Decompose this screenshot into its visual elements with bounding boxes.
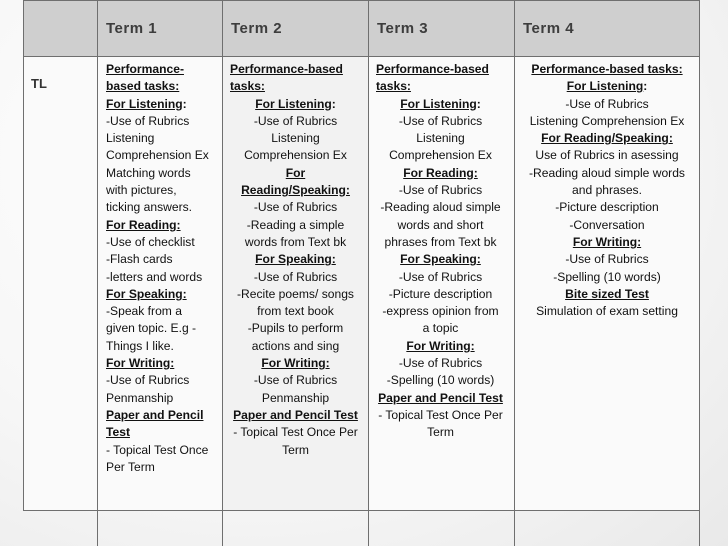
cell-line-text: Comprehension Ex [389, 148, 492, 163]
cell-text-line [369, 286, 512, 303]
cell-text-line [515, 113, 699, 130]
cell-line-text: For Reading/Speaking: [541, 131, 673, 146]
cell-line-text: Term [427, 425, 454, 440]
cell-heading [106, 286, 220, 303]
cell-line-text: Bite sized Test [565, 286, 649, 301]
cell-line-text: -express opinion from [382, 304, 499, 319]
cell-line-text: -Speak from a [106, 304, 182, 319]
term-2-cell [223, 61, 368, 459]
cell-line-text: -Use of Rubrics [253, 200, 338, 215]
cell-line-text: -Use of Rubrics [398, 269, 483, 284]
cell-line-text: Performance-based [376, 62, 489, 76]
cell-line-text: For Writing: [406, 338, 475, 353]
cell-text-line [369, 407, 512, 424]
cell-line-text: For Listening [255, 96, 332, 111]
cell-line-text: Performance- [106, 62, 184, 76]
cell-text-line [223, 199, 368, 216]
cell-heading [369, 390, 512, 407]
cell-line-text: actions and sing [251, 338, 340, 353]
cell-text-line [369, 199, 512, 216]
cell-line-text: -Flash cards [106, 252, 173, 267]
cell-heading [369, 338, 512, 355]
cell-line-text: Paper and Pencil Test [378, 390, 503, 405]
header-term-4 [515, 0, 699, 56]
cell-line-text: -Use of Rubrics [253, 113, 338, 128]
cell-line-text: -Pupils to perform [247, 321, 344, 336]
cell-text-line [369, 217, 512, 234]
cell-heading [223, 182, 368, 199]
cell-line-text: Listening Comprehension Ex [529, 113, 685, 128]
cell-line-text: Per Term [106, 459, 155, 474]
cell-heading [106, 355, 220, 372]
header-term-3 [369, 0, 514, 56]
cell-line-text: Test [106, 425, 130, 440]
cell-line-text: Comprehension Ex [106, 148, 209, 163]
cell-line-text: phrases from Text bk [384, 234, 497, 249]
cell-text-line [223, 130, 368, 147]
cell-heading [376, 78, 512, 95]
header-term-2 [223, 0, 368, 56]
cell-line-text: Comprehension Ex [244, 148, 347, 163]
cell-line-text: For Reading: [403, 165, 478, 180]
cell-heading [223, 78, 368, 95]
cell-line-text: For Writing: [106, 356, 175, 371]
cell-text-line [106, 147, 220, 164]
cell-line-text: -Use of Rubrics [253, 269, 338, 284]
cell-text-line [106, 320, 220, 337]
cell-line-text: from text book [257, 304, 334, 319]
cell-heading [515, 286, 699, 303]
cell-text-line [106, 390, 220, 407]
cell-line-text: Paper and Pencil Test [233, 407, 358, 422]
cell-line-text: Performance-based tasks: [531, 62, 683, 76]
cell-line-text: Matching words [106, 165, 191, 180]
cell-text-line [369, 320, 512, 337]
cell-line-text: words from Text bk [244, 234, 347, 249]
header-term-2-label: Term 2 [231, 19, 283, 37]
cell-heading [515, 234, 699, 251]
header-blank-cell [24, 0, 97, 56]
cell-line-text: For Speaking: [400, 252, 481, 267]
cell-line-suffix: : [643, 79, 648, 94]
cell-line-text: -Use of Rubrics [106, 373, 190, 388]
cell-text-line [515, 303, 699, 320]
cell-text-line [223, 113, 368, 130]
cell-text-line [106, 234, 220, 251]
cell-line-text: For Writing: [261, 356, 330, 371]
cell-heading [376, 61, 512, 78]
cell-line-text: For Listening [400, 96, 477, 111]
cell-text-line [223, 234, 368, 251]
cell-text-line [223, 424, 368, 441]
cell-text-line [223, 217, 368, 234]
cell-text-line [223, 338, 368, 355]
cell-line-text: Term [282, 442, 309, 457]
cell-heading [106, 424, 220, 441]
cell-line-text: Penmanship [261, 390, 330, 405]
cell-line-text: tasks: [230, 79, 265, 94]
cell-heading [369, 165, 512, 182]
term-3-cell [376, 61, 512, 442]
cell-heading [106, 78, 220, 95]
cell-text-line [369, 234, 512, 251]
cell-line-text: For [285, 165, 306, 180]
cell-text-line [223, 286, 368, 303]
cell-line-text: a topic [422, 321, 459, 336]
cell-line-text: For Speaking: [255, 252, 336, 267]
cell-text-line [369, 130, 512, 147]
cell-line-text: Penmanship [106, 390, 174, 405]
cell-line-text: - Topical Test Once Per [378, 407, 503, 422]
header-term-3-label: Term 3 [377, 19, 429, 37]
cell-text-line [515, 96, 699, 113]
cell-text-line [369, 303, 512, 320]
cell-line-text: and phrases. [572, 183, 642, 198]
cell-line-suffix: : [182, 96, 187, 111]
cell-text-line [223, 442, 368, 459]
cell-line-text: -Picture description [388, 286, 493, 301]
cell-text-line [369, 424, 512, 441]
cell-line-text: Things I like. [106, 338, 174, 353]
cell-line-text: Use of Rubrics in asessing [535, 148, 679, 163]
cell-line-text: Listening [271, 131, 320, 146]
cell-line-text: -Conversation [569, 217, 645, 232]
cell-line-text: - Topical Test Once [106, 442, 209, 457]
cell-line-text: with pictures, [106, 183, 177, 198]
cell-line-text: Listening [416, 131, 465, 146]
cell-text-line [223, 390, 368, 407]
cell-text-line [106, 372, 220, 389]
cell-heading [106, 61, 220, 78]
cell-text-line [369, 182, 512, 199]
cell-line-text: -Picture description [555, 200, 659, 215]
cell-text-line [515, 147, 699, 164]
cell-heading [223, 96, 368, 113]
term-1-cell [106, 61, 220, 476]
cell-text-line [515, 269, 699, 286]
cell-text-line [369, 355, 512, 372]
cell-line-text: -Reading a simple [246, 217, 345, 232]
cell-line-text: ticking answers. [106, 200, 193, 215]
cell-line-text: -letters and words [106, 269, 203, 284]
cell-line-text: -Use of Rubrics [398, 183, 483, 198]
cell-heading [515, 130, 699, 147]
cell-text-line [223, 147, 368, 164]
cell-text-line [369, 269, 512, 286]
cell-text-line [106, 130, 220, 147]
cell-line-text: Performance-based [230, 62, 343, 76]
cell-line-text: given topic. E.g - [106, 321, 197, 336]
cell-text-line [106, 182, 220, 199]
cell-heading [515, 61, 699, 78]
cell-heading [223, 407, 368, 424]
cell-line-text: -Use of checklist [106, 234, 195, 249]
cell-line-text: For Writing: [572, 234, 642, 249]
cell-line-text: -Use of Rubrics [398, 113, 483, 128]
cell-text-line [106, 459, 220, 476]
cell-text-line [223, 303, 368, 320]
cell-line-text: -Use of Rubrics [398, 356, 483, 371]
cell-heading [106, 96, 220, 113]
term-4-cell [515, 61, 699, 320]
cell-text-line [106, 251, 220, 268]
cell-text-line [515, 182, 699, 199]
cell-text-line [106, 165, 220, 182]
cell-text-line [515, 165, 699, 182]
cell-line-text: For Listening [106, 96, 183, 111]
cell-line-text: Reading/Speaking: [241, 183, 350, 198]
cell-text-line [106, 303, 220, 320]
cell-line-text: -Use of Rubrics [253, 373, 338, 388]
header-term-4-label: Term 4 [523, 19, 575, 37]
cell-heading [106, 217, 220, 234]
cell-heading [223, 355, 368, 372]
cell-heading [223, 251, 368, 268]
cell-line-text: -Spelling (10 words) [553, 269, 661, 284]
cell-text-line [223, 269, 368, 286]
cell-text-line [223, 320, 368, 337]
cell-line-text: -Use of Rubrics [565, 96, 649, 111]
cell-text-line [106, 113, 220, 130]
cell-text-line [515, 217, 699, 234]
header-term-1-label: Term 1 [106, 19, 158, 37]
cell-text-line [106, 338, 220, 355]
cell-line-text: For Speaking: [106, 286, 187, 301]
cell-text-line [515, 251, 699, 268]
cell-heading [106, 407, 220, 424]
cell-text-line [106, 269, 220, 286]
row-label: TL [31, 76, 47, 91]
row-label-cell-bg [24, 57, 97, 510]
cell-line-text: Listening [106, 131, 155, 146]
cell-line-text: -Recite poems/ songs [237, 286, 354, 301]
cell-heading [515, 78, 699, 95]
cell-line-text: - Topical Test Once Per [233, 425, 358, 440]
cell-line-text: -Reading aloud simple words [529, 165, 685, 180]
cell-line-text: For Listening [566, 79, 644, 94]
cell-heading [369, 96, 512, 113]
cell-text-line [106, 442, 220, 459]
cell-line-text: -Spelling (10 words) [386, 373, 495, 388]
cell-line-text: -Use of Rubrics [565, 252, 649, 267]
cell-line-text: -Reading aloud simple [380, 200, 501, 215]
cell-line-text: For Reading: [106, 217, 181, 232]
header-term-1 [98, 0, 222, 56]
cell-heading [223, 165, 368, 182]
cell-line-text: -Use of Rubrics [106, 113, 190, 128]
cell-text-line [369, 147, 512, 164]
cell-text-line [369, 113, 512, 130]
cell-line-text: words and short [397, 217, 484, 232]
cell-line-suffix: : [476, 96, 481, 111]
cell-line-text: tasks: [376, 79, 411, 94]
cell-line-text: based tasks: [106, 79, 180, 94]
cell-heading [369, 251, 512, 268]
cell-line-text: Paper and Pencil [106, 407, 204, 422]
cell-text-line [515, 199, 699, 216]
cell-text-line [369, 372, 512, 389]
cell-line-suffix: : [331, 96, 336, 111]
cell-line-text: Simulation of exam setting [536, 304, 678, 319]
cell-text-line [223, 372, 368, 389]
cell-text-line [106, 199, 220, 216]
cell-heading [223, 61, 368, 78]
